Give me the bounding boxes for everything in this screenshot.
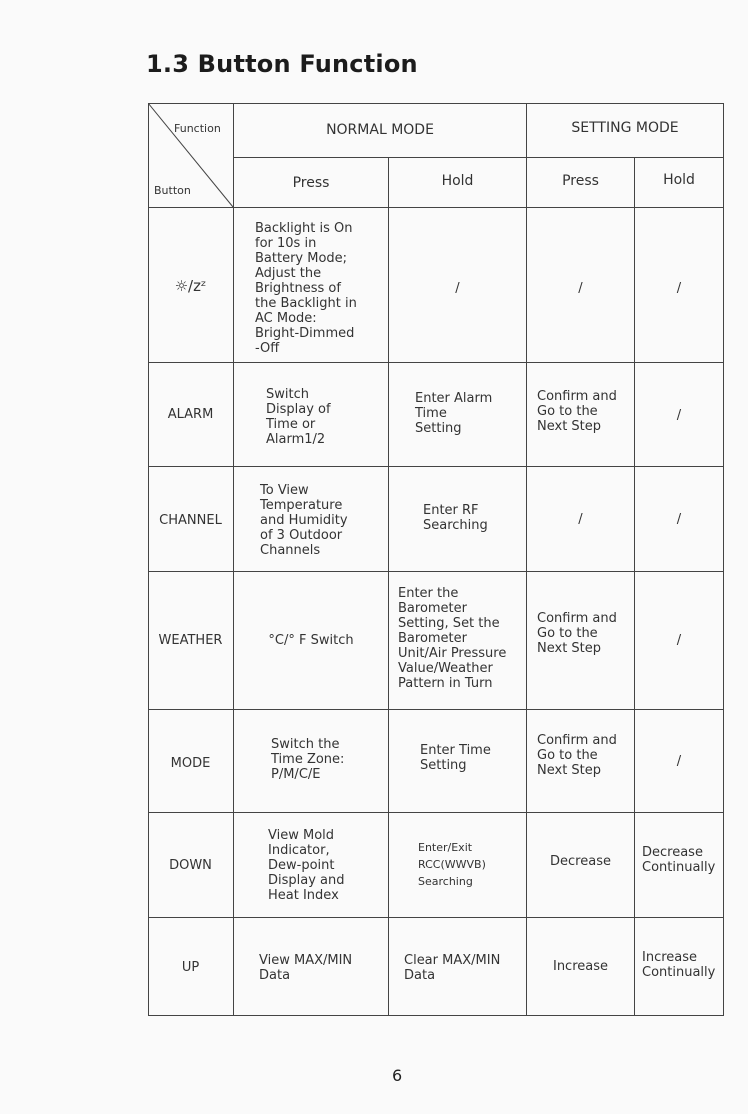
row-alarm-setting-hold: /: [676, 408, 682, 423]
row-divider: [148, 571, 724, 572]
row-alarm-normal-hold: Enter Alarm Time Setting: [415, 391, 493, 436]
row-channel-normal-hold: Enter RF Searching: [423, 503, 488, 533]
row-mode-setting-press: Confirm and Go to the Next Step: [537, 733, 617, 778]
row-mode-button-label: MODE: [170, 756, 211, 771]
row-mode-normal-press: Switch the Time Zone: P/M/C/E: [271, 737, 345, 782]
row-down-normal-hold: Enter/Exit RCC(WWVB) Searching: [418, 841, 486, 888]
row-backlight-setting-hold: /: [676, 281, 682, 296]
row-weather-button-label: WEATHER: [158, 633, 223, 648]
row-weather-setting-press: Confirm and Go to the Next Step: [537, 611, 617, 656]
section-title: 1.3 Button Function: [146, 50, 418, 78]
row-mode-setting-hold: /: [676, 754, 682, 769]
row-weather-normal-hold: Enter the Barometer Setting, Set the Barometer Unit/Air Pressure Value/Weather Pattern in Turn: [398, 586, 507, 691]
row-down-setting-hold: Decrease Continually: [642, 845, 716, 875]
row-up-button-label: UP: [181, 960, 200, 975]
row-alarm-button-label: ALARM: [167, 407, 214, 422]
row-down-normal-press: View Mold Indicator, Dew-point Display and Heat Index: [268, 828, 345, 903]
row-channel-normal-press: To View Temperature and Humidity of 3 Outdoor Channels: [260, 483, 348, 558]
page-number: 6: [392, 1066, 403, 1085]
normal-mode-header: NORMAL MODE: [326, 122, 434, 138]
row-channel-button-label: CHANNEL: [159, 513, 222, 528]
table-border-left: [148, 103, 149, 1016]
table-border-bottom: [148, 1015, 724, 1016]
row-backlight-normal-press: Backlight is On for 10s in Battery Mode; Adjust the Brightness of the Backlight in AC Mode: Bright-Dimmed -Off: [255, 221, 357, 356]
row-backlight-normal-hold: /: [455, 281, 460, 296]
normal-hold-header: Hold: [441, 173, 474, 189]
backlight-snooze-button-icon: ☼/zᶻ: [174, 277, 207, 295]
header-bottom-line: [148, 207, 724, 208]
row-up-setting-hold: Increase Continually: [642, 950, 716, 980]
row-weather-normal-press: °C/° F Switch: [268, 633, 354, 648]
row-alarm-setting-press: Confirm and Go to the Next Step: [537, 389, 617, 434]
corner-button-label: Button: [154, 184, 191, 197]
row-divider: [148, 466, 724, 467]
row-up-setting-press: Increase: [552, 959, 608, 974]
table-border-top: [148, 103, 724, 104]
row-down-button-label: DOWN: [169, 858, 212, 873]
row-down-setting-press: Decrease: [550, 854, 611, 869]
row-weather-setting-hold: /: [676, 633, 682, 648]
table-border-right: [723, 103, 724, 1016]
row-up-normal-press: View MAX/MIN Data: [259, 953, 353, 983]
setting-hold-header: Hold: [663, 172, 695, 188]
corner-function-label: Function: [174, 122, 221, 135]
button-function-table: [148, 103, 724, 1016]
row-backlight-setting-press: /: [578, 281, 583, 296]
row-alarm-normal-press: Switch Display of Time or Alarm1/2: [266, 387, 331, 447]
header-divider: [233, 157, 724, 158]
row-divider: [148, 709, 724, 710]
row-divider: [148, 812, 724, 813]
setting-mode-header: SETTING MODE: [571, 120, 679, 136]
col-divider-modes: [526, 103, 527, 1016]
col-divider-button: [233, 103, 234, 1016]
row-mode-normal-hold: Enter Time Setting: [420, 743, 491, 773]
row-divider: [148, 362, 724, 363]
normal-press-header: Press: [292, 175, 330, 191]
row-channel-setting-hold: /: [676, 512, 682, 527]
row-divider: [148, 917, 724, 918]
setting-press-header: Press: [562, 173, 599, 189]
row-up-normal-hold: Clear MAX/MIN Data: [404, 953, 501, 983]
row-channel-setting-press: /: [578, 512, 583, 527]
